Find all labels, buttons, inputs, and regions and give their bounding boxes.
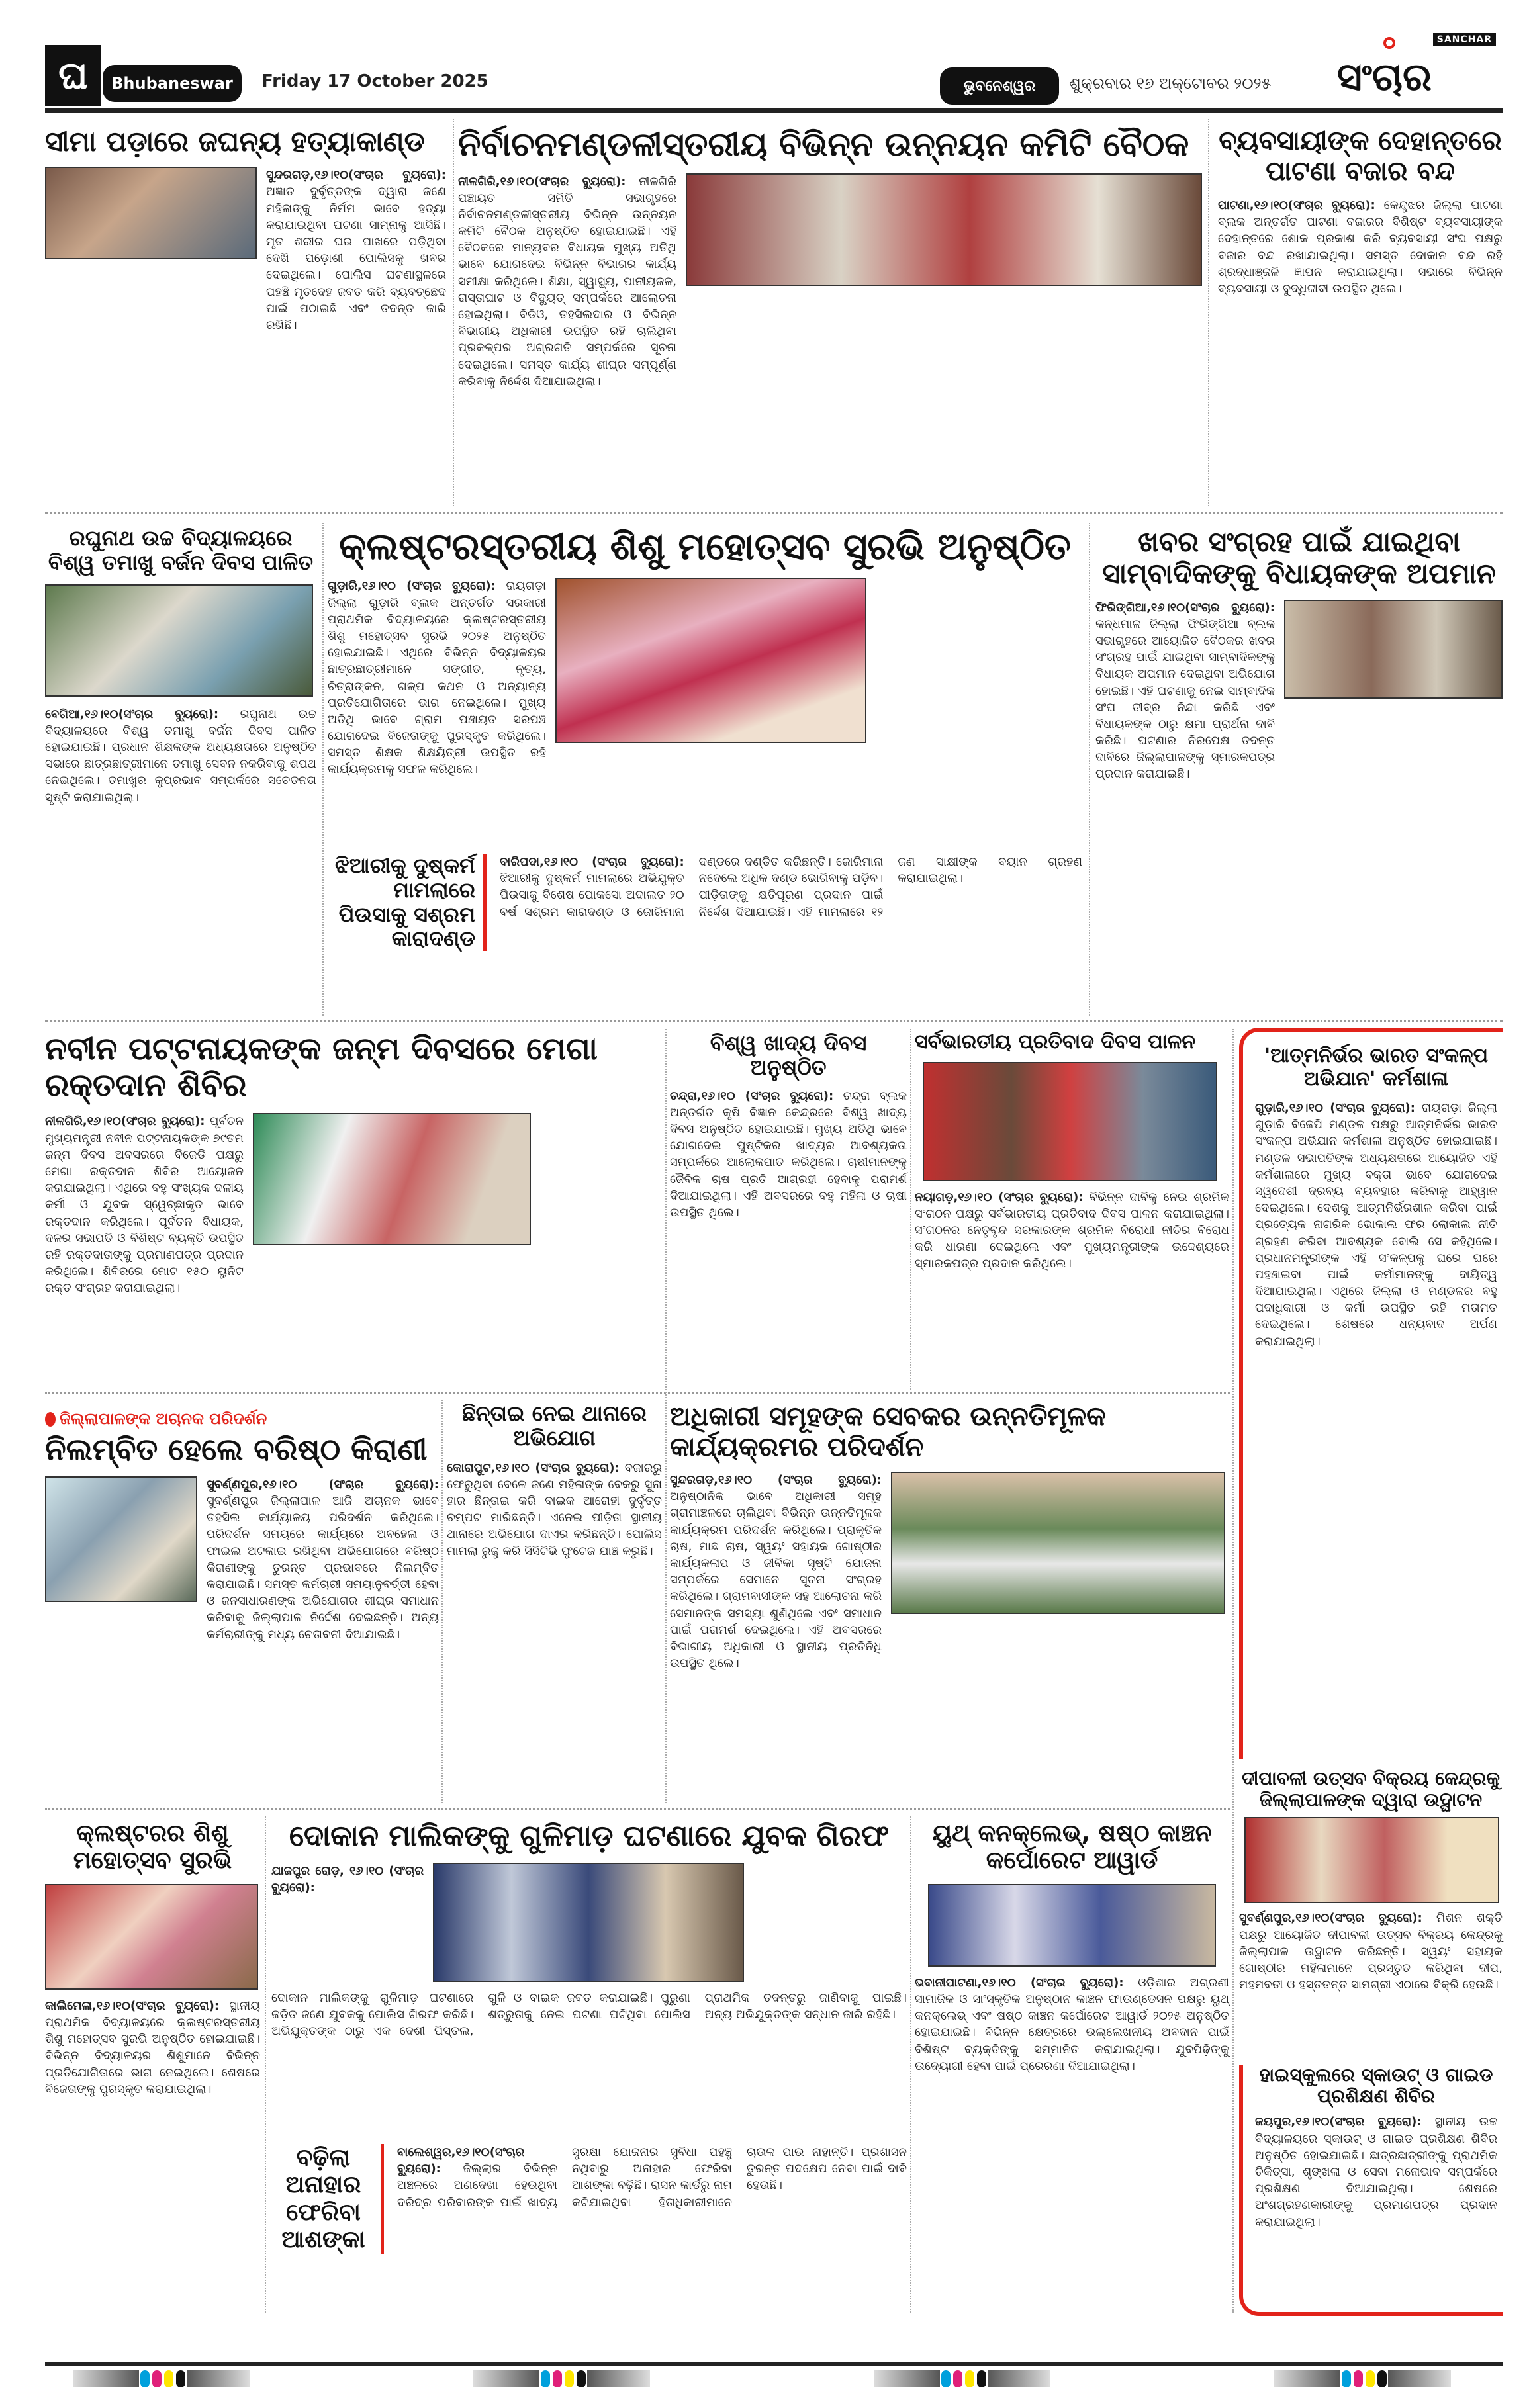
column-separator [1089,523,1090,1016]
row-separator [45,1020,1503,1022]
logo-od: ସଂଚାର [1337,54,1432,99]
headline: ବିଶ୍ୱ ଖାଦ୍ୟ ଦିବସ ଅନୁଷ୍ଠିତ [710,1030,867,1080]
headline: ୟୁଥ୍ କନକ୍ଲେଭ୍, ଷଷ୍ଠ କାଞ୍ଚନ କର୍ପୋରେଟ ଆୱାର୍ଡ [932,1820,1212,1875]
column-separator [265,1816,266,2313]
page-letter: ଘ [45,45,101,106]
city-label-od: ଭୁବନେଶ୍ୱର [940,67,1059,105]
color-registration-bar [73,2370,250,2387]
body-text: ବିଭିନ୍ନ ଦାବିକୁ ନେଇ ଶ୍ରମିକ ସଂଗଠନ ପକ୍ଷରୁ ସର୍ବଭାରତୀୟ ପ୍ରତିବାଦ ଦିବସ ପାଳନ କରାଯାଇଥିଲା। ସଂଗଠନର ନେତୃବୃନ୍ଦ ସରକାରଙ୍କ ଶ୍ରମିକ ବିରୋଧୀ ନୀତିର ବିରୋଧ କରି ଧାରଣା ଦେଇଥିଲେ ଏବଂ ମୁଖ୍ୟମନ୍ତ୍ରୀଙ୍କ ଉଦ୍ଦେଶ୍ୟରେ ସ୍ମାରକପତ୍ର ପ୍ରଦାନ କରିଥିଲେ। [915,1190,1229,1271]
body-text: ସ୍ଥାନୀୟ ପ୍ରାଥମିକ ବିଦ୍ୟାଳୟରେ କ୍ଲଷ୍ଟରସ୍ତରୀୟ ଶିଶୁ ମହୋତ୍ସବ ସୁରଭି ଅନୁଷ୍ଠିତ ହୋଇଯାଇଛି। ବିଭିନ୍ନ ବିଦ୍ୟାଳୟର ଶିଶୁମାନେ ବିଭିନ୍ନ ପ୍ରତିଯୋଗିତାରେ ଭାଗ ନେଇଥିଲେ। ଶେଷରେ ବିଜେତାଙ୍କୁ ପୁରସ୍କୃତ କରାଯାଇଥିଲା। [45,1998,260,2096]
headline: ଖବର ସଂଗ୍ରହ ପାଇଁ ଯାଇଥିବା ସାମ୍ବାଦିକଙ୍କୁ ବିଧାୟକଙ୍କ ଅପମାନ [1102,525,1496,590]
body-text: ସୁବର୍ଣ୍ଣପୁର ଜିଲ୍ଲାପାଳ ଆଜି ଅଚାନକ ଭାବେ ତହସିଲ କାର୍ଯ୍ୟାଳୟ ପରିଦର୍ଶନ କରିଥିଲେ। ପରିଦର୍ଶନ ସମୟରେ କାର୍ଯ୍ୟରେ ଅବହେଳା ଓ ଫାଇଲ ଅଟକାଇ ରଖିଥିବା ଅଭିଯୋଗରେ ବରିଷ୍ଠ କିରାଣୀଙ୍କୁ ତୁରନ୍ତ ପ୍ରଭାବରେ ନିଲମ୍ବିତ କରାଯାଇଛି। ସମସ୍ତ କର୍ମଚାରୀ ସମୟାନୁବର୍ତ୍ତୀ ହେବା ଓ ଜନସାଧାରଣଙ୍କ ଅଭିଯୋଗର ଶୀଘ୍ର ସମାଧାନ କରିବାକୁ ଜିଲ୍ଲାପାଳ ନିର୍ଦ୍ଦେଶ ଦେଇଛନ୍ତି। ଅନ୍ୟ କର୍ମଚାରୀଙ୍କୁ ମଧ୍ୟ ଚେତାବନୀ ଦିଆଯାଇଛି। [207,1494,439,1642]
dateline: ସୁବର୍ଣ୍ଣପୁର,୧୬।୧୦ (ସଂଚାର ବ୍ୟୁରୋ): [207,1477,439,1492]
body-text: ପୂର୍ବତନ ମୁଖ୍ୟମନ୍ତ୍ରୀ ନବୀନ ପଟ୍ଟନାୟକଙ୍କ ୭୯ତମ ଜନ୍ମ ଦିବସ ଅବସରରେ ବିଜେଡି ପକ୍ଷରୁ ମେଗା ରକ୍ତଦାନ ଶିବିର ଆୟୋଜନ କରାଯାଇଥିଲା। ଏଥିରେ ବହୁ ସଂଖ୍ୟକ ଦଳୀୟ କର୍ମୀ ଓ ଯୁବକ ସ୍ୱେଚ୍ଛାକୃତ ଭାବେ ରକ୍ତଦାନ କରିଥିଲେ। ପୂର୍ବତନ ବିଧାୟକ, ଦଳର ସଭାପତି ଓ ବିଶିଷ୍ଟ ବ୍ୟକ୍ତି ଉପସ୍ଥିତ ରହି ରକ୍ତଦାତାଙ୍କୁ ପ୍ରମାଣପତ୍ର ପ୍ରଦାନ କରିଥିଲେ। ଶିବିରରେ ମୋଟ ୧୫୦ ୟୁନିଟ ରକ୍ତ ସଂଗ୍ରହ କରାଯାଇଥିଲା। [45,1114,244,1296]
row-separator [45,1392,1230,1394]
headline: 'ଆତ୍ମନିର୍ଭର ଭାରତ ସଂକଳ୍ପ ଅଭିଯାନ' କର୍ମଶାଳା [1264,1044,1489,1091]
headline: ରଘୁନାଥ ଉଚ୍ଚ ବିଦ୍ୟାଳୟରେ ବିଶ୍ୱ ତମାଖୁ ବର୍ଜନ ଦିବସ ପାଳିତ [48,525,314,575]
headline: ହାଇସ୍କୁଲରେ ସ୍କାଉଟ୍ ଓ ଗାଇଡ ପ୍ରଶିକ୍ଷଣ ଶିବିର [1259,2064,1493,2108]
headline: ବ୍ୟବସାୟୀଙ୍କ ଦେହାନ୍ତରେ ପାଟଣା ବଜାର ବନ୍ଦ [1219,126,1502,187]
story-journalist-insulted [1095,526,1503,783]
column-separator [1232,1029,1234,2313]
column-separator [665,1029,667,1803]
body-text: ଅଜ୍ଞାତ ଦୁର୍ବୃତ୍ତଙ୍କ ଦ୍ୱାରା ଜଣେ ମହିଳାଙ୍କୁ ନିର୍ମମ ଭାବେ ହତ୍ୟା କରାଯାଇଥିବା ଘଟଣା ସାମ୍ନାକୁ ଆସିଛି। ମୃତ ଶରୀର ଘର ପାଖରେ ପଡ଼ିଥିବା ଦେଖି ପଡ଼ୋଶୀ ପୋଲିସକୁ ଖବର ଦେଇଥିଲେ। ପୋଲିସ ଘଟଣାସ୍ଥଳରେ ପହଞ୍ଚି ମୃତଦେହ ଜବତ କରି ବ୍ୟବଚ୍ଛେଦ ପାଇଁ ପଠାଇଛି ଏବଂ ତଦନ୍ତ ଜାରି ରଖିଛି। [266,185,446,332]
photo-students-pledge [45,584,313,697]
photo-diwali-inauguration [1244,1817,1499,1903]
body-text: ମିଶନ ଶକ୍ତି ପକ୍ଷରୁ ଆୟୋଜିତ ଦୀପାବଳୀ ଉତ୍ସବ ବିକ୍ରୟ କେନ୍ଦ୍ରକୁ ଜିଲ୍ଲାପାଳ ଉଦ୍ଘାଟନ କରିଛନ୍ତି। ସ୍ୱୟଂ ସହାୟକ ଗୋଷ୍ଠୀର ମହିଳାମାନେ ପ୍ରସ୍ତୁତ କରିଥିବା ଦୀପ, ମହମବତୀ ଓ ହସ୍ତତନ୍ତ ସାମଗ୍ରୀ ଏଠାରେ ବିକ୍ରି ହେଉଛି। [1239,1911,1503,1992]
dateline: ଗୁଡ଼ାରି,୧୬।୧୦ (ସଂଚାର ବ୍ୟୁରୋ): [328,579,496,594]
dateline: ସୁନ୍ଦରଗଡ଼,୧୬।୧୦ (ସଂଚାର ବ୍ୟୁରୋ): [670,1473,882,1487]
headline: ନିଲମ୍ବିତ ହେଲେ ବରିଷ୍ଠ କିରାଣୀ [45,1431,428,1467]
headline: କ୍ଲଷ୍ଟରର ଶିଶୁ ମହୋତ୍ସବ ସୁରଭି [73,1820,232,1875]
color-registration-bar [874,2370,1050,2387]
headline: ନିର୍ବାଚନମଣ୍ଡଳୀସ୍ତରୀୟ ବିଭିନ୍ନ ଉନ୍ନୟନ କମିଟି ବୈଠକ [458,125,1189,163]
dateline: ସୁନ୍ଦରଗଡ଼,୧୬।୧୦(ସଂଚାର ବ୍ୟୁରୋ): [266,168,446,183]
color-registration-bar [1274,2370,1451,2387]
dateline: ଚନ୍ଦ୍ରା,୧୬।୧୦ (ସଂଚାର ବ୍ୟୁରୋ): [670,1089,834,1103]
photo-children-festival [555,578,866,743]
headline: ଝିଆରୀକୁ ଦୁଷ୍କର୍ମ ମାମଲାରେ ପିଉସାକୁ ସଶ୍ରମ କାରାଦଣ୍ଡ [328,854,487,951]
body-text: ରାୟଗଡ଼ା ଜିଲ୍ଲା ଗୁଡ଼ାରି ବ୍ଲକ ଅନ୍ତର୍ଗତ ସରକାରୀ ପ୍ରାଥମିକ ବିଦ୍ୟାଳୟରେ କ୍ଲଷ୍ଟରସ୍ତରୀୟ ଶିଶୁ ମହୋତ୍ସବ ସୁରଭି ୨୦୨୫ ଅନୁଷ୍ଠିତ ହୋଇଯାଇଛି। ଏଥିରେ ବିଭିନ୍ନ ବିଦ୍ୟାଳୟର ଛାତ୍ରଛାତ୍ରୀମାନେ ସଙ୍ଗୀତ, ନୃତ୍ୟ, ଚିତ୍ରାଙ୍କନ, ଗଳ୍ପ କଥନ ଓ ଅନ୍ୟାନ୍ୟ ପ୍ରତିଯୋଗିତାରେ ଭାଗ ନେଇଥିଲେ। ମୁଖ୍ୟ ଅତିଥି ଭାବେ ଗ୍ରାମ ପଞ୍ଚାୟତ ସରପଞ୍ଚ ଯୋଗଦେଇ ବିଜେତାଙ୍କୁ ପୁରସ୍କୃତ କରିଥିଲେ। ସମସ୍ତ ଶିକ୍ଷକ ଶିକ୍ଷୟିତ୍ରୀ ଉପସ୍ଥିତ ରହି କାର୍ଯ୍ୟକ୍ରମକୁ ସଫଳ କରିଥିଲେ। [328,579,546,777]
logo-en: SANCHAR [1433,33,1496,46]
dateline: ଯାଜପୁର ରୋଡ଼, ୧୬।୧୦ (ସଂଚାର ବ୍ୟୁରୋ): [271,1863,424,1895]
dateline: ବାଲେଶ୍ୱର,୧୬।୧୦(ସଂଚାର ବ୍ୟୁରୋ): [397,2145,525,2176]
dateline: ପାଟଣା,୧୬।୧୦(ସଂଚାର ବ୍ୟୁରୋ): [1218,199,1375,212]
masthead-logo [1330,33,1503,107]
story-starvation-fear [271,2144,907,2254]
footer-rule [45,2362,1503,2366]
body-text: ରାୟଗଡ଼ା ଜିଲ୍ଲା ଗୁଡ଼ାରି ବିଜେପି ମଣ୍ଡଳ ପକ୍ଷରୁ ଆତ୍ମନିର୍ଭର ଭାରତ ସଂକଳ୍ପ ଅଭିଯାନ କର୍ମଶାଳା ଅନୁଷ୍ଠିତ ହୋଇଯାଇଛି। ମଣ୍ଡଳ ସଭାପତିଙ୍କ ଅଧ୍ୟକ୍ଷତାରେ ଆୟୋଜିତ ଏହି କର୍ମଶାଳାରେ ମୁଖ୍ୟ ବକ୍ତା ଭାବେ ଯୋଗଦେଇ ସ୍ୱଦେଶୀ ଦ୍ରବ୍ୟ ବ୍ୟବହାର କରିବାକୁ ଆହ୍ୱାନ ଦେଇଥିଲେ। ଦେଶକୁ ଆତ୍ମନିର୍ଭରଶୀଳ କରିବା ପାଇଁ ପ୍ରତ୍ୟେକ ନାଗରିକ ଭୋକାଲ ଫର ଲୋକାଲ ନୀତି ଗ୍ରହଣ କରିବା ଆବଶ୍ୟକ ବୋଲି ସେ କହିଥିଲେ। ପ୍ରଧାନମନ୍ତ୍ରୀଙ୍କ ଏହି ସଂକଳ୍ପକୁ ଘରେ ଘରେ ପହଞ୍ଚାଇବା ପାଇଁ କର୍ମୀମାନଙ୍କୁ ଦାୟିତ୍ୱ ଦିଆଯାଇଥିଲା। ଏଥିରେ ଜିଲ୍ଲା ଓ ମଣ୍ଡଳର ବହୁ ପଦାଧିକାରୀ ଓ କର୍ମୀ ଉପସ୍ଥିତ ରହି ମତାମତ ଦେଇଥିଲେ। ଶେଷରେ ଧନ୍ୟବାଦ ଅର୍ପଣ କରାଯାଇଥିଲା। [1255,1101,1497,1349]
photo-officials-field [891,1472,1225,1614]
story-atmanirbhar-workshop [1239,1028,1503,1759]
headline: ସର୍ବଭାରତୀୟ ପ୍ରତିବାଦ ଦିବସ ପାଳନ [915,1030,1196,1053]
photo-block-meeting [1284,600,1503,699]
story-blood-donation [45,1031,661,1296]
headline: ଛିନ୍ତାଇ ନେଇ ଥାନାରେ ଅଭିଯୋଗ [462,1401,647,1450]
headline: ସୀମା ପଡ଼ାରେ ଜଘନ୍ୟ ହତ୍ୟାକାଣ୍ଡ [45,125,425,157]
story-clerk-suspended [45,1402,439,1643]
kicker: ଜିଲ୍ଲାପାଳଙ୍କ ଅଚାନକ ପରିଦର୍ଶନ [45,1409,439,1428]
story-scout-guide-camp [1239,2065,1503,2316]
dateline: ନୀଳଗିରି,୧୬।୧୦(ସଂଚାର ବ୍ୟୁରୋ): [45,1114,205,1129]
story-protest-day [915,1031,1229,1272]
date-od: ଶୁକ୍ରବାର ୧୭ ଅକ୍ଟୋବର ୨୦୨୫ [1069,74,1272,93]
story-development-committee [458,126,1203,390]
story-tobacco-day [45,526,316,806]
headline: ଦୀପାବଳୀ ଉତ୍ସବ ବିକ୍ରୟ କେନ୍ଦ୍ରକୁ ଜିଲ୍ଲାପାଳଙ୍କ ଦ୍ୱାରା ଉଦ୍ଘାଟନ [1242,1767,1500,1811]
dateline: କାଲିମେଳା,୧୬।୧୦(ସଂଚାର ବ୍ୟୁରୋ): [45,1998,220,2013]
bullet-icon [45,1412,56,1427]
body-text: ରଘୁନାଥ ଉଚ୍ଚ ବିଦ୍ୟାଳୟରେ ବିଶ୍ୱ ତମାଖୁ ବର୍ଜନ ଦିବସ ପାଳିତ ହୋଇଯାଇଛି। ପ୍ରଧାନ ଶିକ୍ଷକଙ୍କ ଅଧ୍ୟକ୍ଷତାରେ ଅନୁଷ୍ଠିତ ସଭାରେ ଛାତ୍ରଛାତ୍ରୀମାନେ ତମାଖୁ ସେବନ ନକରିବାକୁ ଶପଥ ନେଇଥିଲେ। ତମାଖୁର କୁପ୍ରଭାବ ସମ୍ପର୍କରେ ସଚେତନତା ସୃଷ୍ଟି କରାଯାଇଥିଲା। [45,707,316,805]
dateline: ବେଗିଆ,୧୬।୧୦(ସଂଚାର ବ୍ୟୁରୋ): [45,707,219,721]
headline: ବଢ଼ିଲା ଅନାହାର ଫେରିବା ଆଶଙ୍କା [271,2144,384,2254]
photo-crime-scene [45,167,257,259]
logo-dot [1383,37,1395,49]
row-separator [45,512,1503,514]
body-text: ବଜାରରୁ ଫେରୁଥିବା ବେଳେ ଜଣେ ମହିଳାଙ୍କ ବେକରୁ ସୁନା ହାର ଛିନ୍ତାଇ କରି ବାଇକ ଆରୋହୀ ଦୁର୍ବୃତ୍ତ ଚମ୍ପଟ ମାରିଛନ୍ତି। ଏନେଇ ପୀଡ଼ିତା ସ୍ଥାନୀୟ ଥାନାରେ ଅଭିଯୋଗ ଦାଏର କରିଛନ୍ତି। ପୋଲିସ ମାମଲା ରୁଜୁ କରି ସିସିଟିଭି ଫୁଟେଜ ଯାଞ୍ଚ କରୁଛି। [447,1460,662,1558]
dateline: ଜୟପୁର,୧୬।୧୦(ସଂଚାର ବ୍ୟୁରୋ): [1255,2115,1422,2129]
story-cluster-surabhi [45,1820,260,2098]
story-murder [45,126,446,334]
column-separator [910,1816,911,2313]
headline: ଅଧିକାରୀ ସମୂହଙ୍କ ସେବକର ଉନ୍ନତିମୂଳକ କାର୍ଯ୍ୟକ୍ରମର ପରିଦର୍ଶନ [670,1402,1106,1462]
dateline: ନୟାଗଡ଼,୧୬।୧୦ (ସଂଚାର ବ୍ୟୁରୋ): [915,1190,1084,1204]
headline: ନବୀନ ପଟ୍ଟନାୟକଙ୍କ ଜନ୍ମ ଦିବସରେ ମେଗା ରକ୍ତଦାନ ଶିବିର [45,1030,598,1104]
body-text: କେନ୍ଦୁଝର ଜିଲ୍ଲା ପାଟଣା ବ୍ଲକ ଅନ୍ତର୍ଗତ ପାଟଣା ବଜାରର ବିଶିଷ୍ଟ ବ୍ୟବସାୟୀଙ୍କ ଦେହାନ୍ତରେ ଶୋକ ପ୍ରକାଶ କରି ବ୍ୟବସାୟୀ ସଂଘ ପକ୍ଷରୁ ବଜାର ବନ୍ଦ ରଖାଯାଇଥିଲା। ସମସ୍ତ ଦୋକାନ ବନ୍ଦ ରହି ଶ୍ରଦ୍ଧାଞ୍ଜଳି ଜ୍ଞାପନ କରାଯାଇଥିଲା। ସଭାରେ ବିଭିନ୍ନ ବ୍ୟବସାୟୀ ଓ ବୁଦ୍ଧିଜୀବୀ ଉପସ୍ଥିତ ଥିଲେ। [1218,199,1503,296]
story-diwali-sales-centre [1239,1768,1503,1993]
body-text: ନୀଳଗିରି ପଞ୍ଚାୟତ ସମିତି ସଭାଗୃହରେ ନିର୍ବାଚନମଣ୍ଡଳୀସ୍ତରୀୟ ବିଭିନ୍ନ ଉନ୍ନୟନ କମିଟି ବୈଠକ ଅନୁଷ୍ଠିତ ହୋଇଯାଇଛି। ଏହି ବୈଠକରେ ମାନ୍ୟବର ବିଧାୟକ ମୁଖ୍ୟ ଅତିଥି ଭାବେ ଯୋଗଦେଇ ବିଭିନ୍ନ ବିଭାଗର କାର୍ଯ୍ୟ ସମୀକ୍ଷା କରିଥିଲେ। ଶିକ୍ଷା, ସ୍ୱାସ୍ଥ୍ୟ, ପାନୀୟଜଳ, ରାସ୍ତାଘାଟ ଓ ବିଦ୍ୟୁତ୍ ସମ୍ପର୍କରେ ଆଲୋଚନା ହୋଇଥିଲା। ବିଡିଓ, ତହସିଲଦାର ଓ ବିଭିନ୍ନ ବିଭାଗୀୟ ଅଧିକାରୀ ଉପସ୍ଥିତ ରହି ଚାଲିଥିବା ପ୍ରକଳ୍ପର ଅଗ୍ରଗତି ସମ୍ପର୍କରେ ସୂଚନା ଦେଇଥିଲେ। ସମସ୍ତ କାର୍ଯ୍ୟ ଶୀଘ୍ର ସମ୍ପୂର୍ଣ୍ଣ କରିବାକୁ ନିର୍ଦ୍ଦେଶ ଦିଆଯାଇଥିଲା। [458,174,676,388]
body-text: ଚନ୍ଦ୍ରା ବ୍ଲକ ଅନ୍ତର୍ଗତ କୃଷି ବିଜ୍ଞାନ କେନ୍ଦ୍ରରେ ବିଶ୍ୱ ଖାଦ୍ୟ ଦିବସ ଅନୁଷ୍ଠିତ ହୋଇଯାଇଛି। ମୁଖ୍ୟ ଅତିଥି ଭାବେ ଯୋଗଦେଇ ପୁଷ୍ଟିକର ଖାଦ୍ୟର ଆବଶ୍ୟକତା ସମ୍ପର୍କରେ ଆଲୋକପାତ କରିଥିଲେ। ଚାଷୀମାନଙ୍କୁ ଜୈବିକ ଚାଷ ପ୍ରତି ଆଗ୍ରହୀ ହେବାକୁ ପରାମର୍ଶ ଦିଆଯାଇଥିଲା। ଏହି ଅବସରରେ ବହୁ ମହିଳା ଓ ଚାଷୀ ଉପସ୍ଥିତ ଥିଲେ। [670,1089,907,1220]
dateline: ସୁବର୍ଣ୍ଣପୁର,୧୬।୧୦(ସଂଚାର ବ୍ୟୁରୋ): [1239,1911,1422,1926]
column-separator [1208,119,1209,506]
photo-blood-donation-camp [253,1113,531,1245]
story-world-food-day [670,1031,907,1221]
body-text: ଜିଲ୍ଲାର ବିଭିନ୍ନ ଅଞ୍ଚଳରେ ଅଣଦେଖା ହେଉଥିବା ଦରିଦ୍ର ପରିବାରଙ୍କ ପାଇଁ ଖାଦ୍ୟ ସୁରକ୍ଷା ଯୋଜନାର ସୁବିଧା ପହଞ୍ଚୁ ନଥିବାରୁ ଅନାହାର ଫେରିବା ଆଶଙ୍କା ବଢ଼ିଛି। ରାସନ କାର୍ଡରୁ ନାମ କଟିଯାଇଥିବା ହିତାଧିକାରୀମାନେ ଚାଉଳ ପାଉ ନାହାନ୍ତି। ପ୍ରଶାସନ ତୁରନ୍ତ ପଦକ୍ଷେପ ନେବା ପାଇଁ ଦାବି ହେଉଛି। [397,2145,907,2209]
dateline: ଫିରିଙ୍ଗିଆ,୧୬।୧୦(ସଂଚାର ବ୍ୟୁରୋ): [1095,600,1275,615]
color-registration-bar [473,2370,650,2387]
story-market-closed [1218,126,1503,297]
photo-award-ceremony [928,1884,1216,1967]
column-separator [322,523,324,1016]
body-text: ଓଡ଼ିଶାର ଅଗ୍ରଣୀ ସାମାଜିକ ଓ ସାଂସ୍କୃତିକ ଅନୁଷ୍ଠାନ କାଞ୍ଚନ ଫାଉଣ୍ଡେସନ ପକ୍ଷରୁ ୟୁଥ୍ କନକ୍ଲେଭ୍ ଏବଂ ଷଷ୍ଠ କାଞ୍ଚନ କର୍ପୋରେଟ ଆୱାର୍ଡ ୨୦୨୫ ଅନୁଷ୍ଠିତ ହୋଇଯାଇଛି। ବିଭିନ୍ନ କ୍ଷେତ୍ରରେ ଉଲ୍ଲେଖନୀୟ ଅବଦାନ ପାଇଁ ବିଶିଷ୍ଟ ବ୍ୟକ୍ତିଙ୍କୁ ସମ୍ମାନିତ କରାଯାଇଥିଲା। ଯୁବପିଢ଼ିଙ୍କୁ ଉଦ୍ୟୋଗୀ ହେବା ପାଇଁ ପ୍ରେରଣା ଦିଆଯାଇଥିଲା। [915,1975,1229,2073]
dateline: କୋରାପୁଟ,୧୬।୧୦ (ସଂଚାର ବ୍ୟୁରୋ): [447,1460,620,1475]
photo-collector-inspection [45,1476,197,1602]
body-text: ସ୍ଥାନୀୟ ଉଚ୍ଚ ବିଦ୍ୟାଳୟରେ ସ୍କାଉଟ୍ ଓ ଗାଇଡ ପ୍ରଶିକ୍ଷଣ ଶିବିର ଅନୁଷ୍ଠିତ ହୋଇଯାଇଛି। ଛାତ୍ରଛାତ୍ରୀଙ୍କୁ ପ୍ରାଥମିକ ଚିକିତ୍ସା, ଶୃଙ୍ଖଳା ଓ ସେବା ମନୋଭାବ ସମ୍ପର୍କରେ ପ୍ରଶିକ୍ଷଣ ଦିଆଯାଇଥିଲା। ଶେଷରେ ଅଂଶଗ୍ରହଣକାରୀଙ୍କୁ ପ୍ରମାଣପତ୍ର ପ୍ରଦାନ କରାଯାଇଥିଲା। [1255,2115,1497,2229]
photo-police-press-meet [433,1863,744,1982]
column-separator [453,119,454,506]
column-separator [441,1400,443,1803]
dateline: ବାରିପଦା,୧୬।୧୦ (ସଂଚାର ବ୍ୟୁରୋ): [500,855,684,869]
dateline: ନୀଳଗିରି,୧୬।୧୦(ସଂଚାର ବ୍ୟୁରୋ): [458,174,626,189]
city-label-en: Bhubaneswar [103,65,242,102]
photo-children-art [45,1884,258,1990]
story-shooting-arrest [271,1820,907,2039]
story-court-verdict [328,854,1082,951]
header-rule [45,108,1503,113]
headline: କ୍ଲଷ୍ଟରସ୍ତରୀୟ ଶିଶୁ ମହୋତ୍ସବ ସୁରଭି ଅନୁଷ୍ଠିତ [339,525,1071,568]
dateline: ଗୁଡ଼ାରି,୧୬।୧୦ (ସଂଚାର ବ୍ୟୁରୋ): [1255,1101,1415,1115]
story-snatching-complaint [447,1402,662,1560]
body-text: ଦୋକାନ ମାଲିକଙ୍କୁ ଗୁଳିମାଡ଼ ଘଟଣାରେ ଜଡ଼ିତ ଜଣେ ଯୁବକକୁ ପୋଲିସ ଗିରଫ କରିଛି। ଅଭିଯୁକ୍ତଙ୍କ ଠାରୁ ଏକ ଦେଶୀ ପିସ୍ତଲ, ଗୁଳି ଓ ବାଇକ ଜବତ କରାଯାଇଛି। ପୁରୁଣା ଶତ୍ରୁତାକୁ ନେଇ ଘଟଣା ଘଟିଥିବା ପୋଲିସ ପ୍ରାଥମିକ ତଦନ୍ତରୁ ଜାଣିବାକୁ ପାଇଛି। ଅନ୍ୟ ଅଭିଯୁକ୍ତଙ୍କ ସନ୍ଧାନ ଜାରି ରହିଛି। [271,1990,907,2038]
body-text: କନ୍ଧମାଳ ଜିଲ୍ଲା ଫିରିଙ୍ଗିଆ ବ୍ଲକ ସଭାଗୃହରେ ଆୟୋଜିତ ବୈଠକର ଖବର ସଂଗ୍ରହ ପାଇଁ ଯାଇଥିବା ସାମ୍ବାଦିକଙ୍କୁ ବିଧାୟକ ଅପମାନ ଦେଇଥିବା ଅଭିଯୋଗ ହୋଇଛି। ଏହି ଘଟଣାକୁ ନେଇ ସାମ୍ବାଦିକ ସଂଘ ତୀବ୍ର ନିନ୍ଦା କରିଛି ଏବଂ ବିଧାୟକଙ୍କ ଠାରୁ କ୍ଷମା ପ୍ରାର୍ଥନା ଦାବି କରିଛି। ଘଟଣାର ନିରପେକ୍ଷ ତଦନ୍ତ ଦାବିରେ ଜିଲ୍ଲାପାଳଙ୍କୁ ସ୍ମାରକପତ୍ର ପ୍ରଦାନ କରାଯାଇଛି। [1095,617,1275,781]
story-youth-conclave [915,1820,1229,2074]
date-en: Friday 17 October 2025 [261,71,488,91]
column-separator [910,1029,911,1390]
story-surabhi-festival [328,526,1082,778]
body-text: ଝିଆରୀକୁ ଦୁଷ୍କର୍ମ ମାମଲାରେ ଅଭିଯୁକ୍ତ ପିଉସାକୁ ବିଶେଷ ପୋକସୋ ଅଦାଲତ ୨୦ ବର୍ଷ ସଶ୍ରମ କାରାଦଣ୍ଡ ଓ ଜୋରିମାନା ଦଣ୍ଡରେ ଦଣ୍ଡିତ କରିଛନ୍ତି। ଜୋରିମାନା ନଦେଲେ ଅଧିକ ଦଣ୍ଡ ଭୋଗିବାକୁ ପଡ଼ିବ। ପୀଡ଼ିତାଙ୍କୁ କ୍ଷତିପୂରଣ ପ୍ରଦାନ ପାଇଁ ନିର୍ଦ୍ଦେଶ ଦିଆଯାଇଛି। ଏହି ମାମଲାରେ ୧୨ ଜଣ ସାକ୍ଷୀଙ୍କ ବୟାନ ଗ୍ରହଣ କରାଯାଇଥିଲା। [500,855,1082,919]
body-text: ଅନୁଷ୍ଠାନିକ ଭାବେ ଅଧିକାରୀ ସମୂହ ଗ୍ରାମାଞ୍ଚଳରେ ଚାଲିଥିବା ବିଭିନ୍ନ ଉନ୍ନତିମୂଳକ କାର୍ଯ୍ୟକ୍ରମ ପରିଦର୍ଶନ କରିଥିଲେ। ପ୍ରାକୃତିକ ଚାଷ, ମାଛ ଚାଷ, ସ୍ୱୟଂ ସହାୟକ ଗୋଷ୍ଠୀର କାର୍ଯ୍ୟକଳାପ ଓ ଜୀବିକା ସୃଷ୍ଟି ଯୋଜନା ସମ୍ପର୍କରେ ସେମାନେ ସୂଚନା ସଂଗ୍ରହ କରିଥିଲେ। ଗ୍ରାମବାସୀଙ୍କ ସହ ଆଲୋଚନା କରି ସେମାନଙ୍କ ସମସ୍ୟା ଶୁଣିଥିଲେ ଏବଂ ସମାଧାନ ପାଇଁ ପରାମର୍ଶ ଦେଇଥିଲେ। ଏହି ଅବସରରେ ବିଭାଗୀୟ ଅଧିକାରୀ ଓ ସ୍ଥାନୀୟ ପ୍ରତିନିଧି ଉପସ୍ଥିତ ଥିଲେ। [670,1490,882,1671]
photo-meeting [686,173,1202,286]
photo-protest [923,1062,1217,1181]
row-separator [45,1808,1230,1810]
dateline: ଭବାନୀପାଟଣା,୧୬।୧୦ (ସଂଚାର ବ୍ୟୁରୋ): [915,1975,1124,1990]
headline: ଦୋକାନ ମାଲିକଙ୍କୁ ଗୁଳିମାଡ଼ ଘଟଣାରେ ଯୁବକ ଗିରଫ [289,1819,890,1853]
story-officials-inspection [670,1402,1229,1672]
